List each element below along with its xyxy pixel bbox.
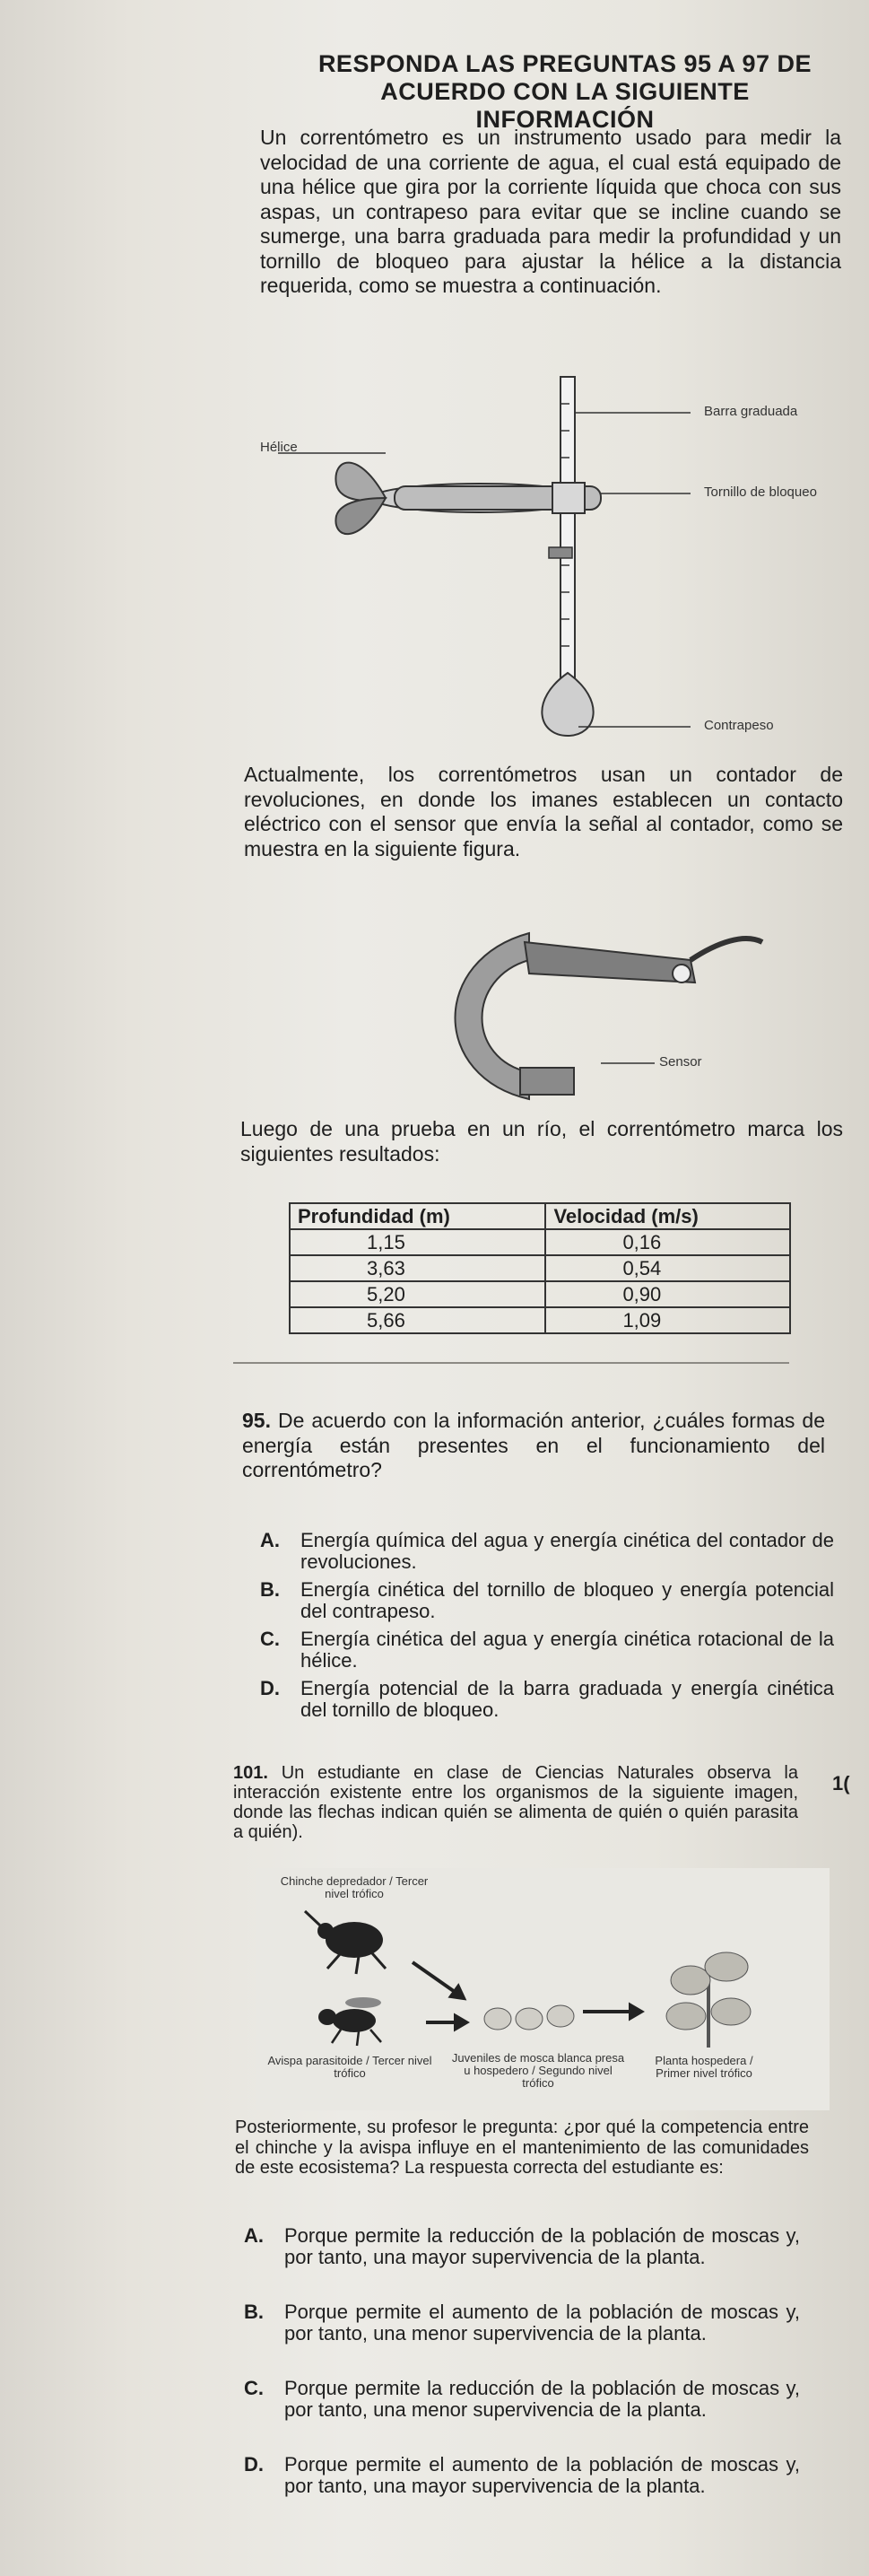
section-divider: [233, 1362, 789, 1364]
counter-paragraph: Actualmente, los correntómetros usan un contador de revoluciones, en donde los imanes establecen un contacto eléctrico con el sensor que envía la señal al contador, como se muestra en la siguiente figura.: [244, 763, 843, 860]
table-cell: 0,90: [545, 1281, 790, 1307]
label-helice: Hélice: [260, 440, 298, 455]
label-tornillo-bloqueo: Tornillo de bloqueo: [704, 485, 817, 500]
option-text: Porque permite el aumento de la población de moscas y, por tanto, una menor supervivencia de la planta.: [284, 2301, 800, 2345]
option-text: Porque permite la reducción de la población de moscas y, por tanto, una menor supervivencia de la planta.: [284, 2377, 800, 2421]
revolution-counter-figure: [395, 906, 789, 1113]
question-101-option-c: [244, 2378, 800, 2421]
table-cell: 1,09: [545, 1307, 790, 1333]
table-row: [290, 1307, 790, 1333]
label-chinche: Chinche depredador / Tercer nivel trófico: [280, 1874, 429, 1900]
current-meter-figure: [251, 368, 861, 754]
option-letter: C.: [244, 2377, 264, 2399]
label-sensor: Sensor: [659, 1054, 702, 1070]
label-juveniles: Juveniles de mosca blanca presa u hospedero / Segundo nivel trófico: [451, 2051, 625, 2090]
table-cell: 0,16: [545, 1229, 790, 1255]
question-101-option-a: [244, 2225, 800, 2268]
label-planta: Planta hospedera / Primer nivel trófico: [655, 2054, 753, 2080]
option-letter: A.: [260, 1529, 280, 1551]
question-101: [233, 1763, 798, 1842]
label-contrapeso: Contrapeso: [704, 718, 774, 733]
table-cell: 5,66: [290, 1307, 545, 1333]
results-table: [289, 1202, 791, 1334]
question-95-text: De acuerdo con la información anterior, ¿cuáles formas de energía están presentes en el funcionamiento del correntómetro?: [242, 1409, 825, 1481]
label-barra-graduada: Barra graduada: [704, 404, 798, 419]
option-text: Energía cinética del agua y energía cinética rotacional de la hélice.: [300, 1628, 834, 1672]
question-95-option-c: [260, 1629, 834, 1672]
question-95-number: 95.: [242, 1409, 271, 1432]
question-101-option-b: [244, 2301, 800, 2345]
results-table-container: [289, 1202, 791, 1334]
table-cell: 1,15: [290, 1229, 545, 1255]
question-101-number: 101.: [233, 1763, 268, 1783]
food-web-figure: [256, 1868, 830, 2110]
question-95-option-a: [260, 1530, 834, 1573]
option-letter: B.: [244, 2301, 264, 2323]
option-text: Energía química del agua y energía cinética del contador de revoluciones.: [300, 1529, 834, 1573]
option-text: Energía cinética del tornillo de bloqueo y energía potencial del contrapeso.: [300, 1578, 834, 1622]
option-text: Porque permite la reducción de la población de moscas y, por tanto, una mayor supervivencia de la planta.: [284, 2224, 800, 2268]
option-text: Porque permite el aumento de la población de moscas y, por tanto, una mayor supervivencia de la planta.: [284, 2453, 800, 2497]
question-101-option-d: [244, 2454, 800, 2497]
table-cell: 0,54: [545, 1255, 790, 1281]
heading-line-2: ACUERDO CON LA SIGUIENTE INFORMACIÓN: [380, 78, 750, 133]
heading-line-1: RESPONDA LAS PREGUNTAS 95 A 97 DE: [317, 50, 813, 77]
table-header-row: [290, 1203, 790, 1229]
label-avispa: Avispa parasitoide / Tercer nivel trófico: [267, 2054, 432, 2080]
option-letter: B.: [260, 1578, 280, 1601]
current-meter-illustration: [251, 368, 861, 754]
header-profundidad: Profundidad (m): [290, 1203, 545, 1229]
table-row: [290, 1229, 790, 1255]
option-letter: D.: [260, 1677, 280, 1699]
option-letter: C.: [260, 1628, 280, 1650]
results-intro-paragraph: Luego de una prueba en un río, el correntómetro marca los siguientes resultados:: [240, 1117, 843, 1166]
option-text: Energía potencial de la barra graduada y energía cinética del tornillo de bloqueo.: [300, 1677, 834, 1721]
option-letter: D.: [244, 2453, 264, 2476]
table-cell: 5,20: [290, 1281, 545, 1307]
revolution-counter-illustration: [395, 906, 789, 1113]
question-95: [242, 1409, 825, 1483]
intro-paragraph: Un correntómetro es un instrumento usado para medir la velocidad de una corriente de agua, el cual está equipado de una hélice que gira por la corriente líquida que choca con sus aspas, un contrapeso para evitar que se incline cuando se sumerge, una barra graduada para medir la profundidad y un tornillo de bloqueo para ajustar la hélice a la distancia requerida, como se muestra a continuación.: [260, 126, 841, 297]
question-95-option-d: [260, 1678, 834, 1721]
question-101-text: Un estudiante en clase de Ciencias Naturales observa la interacción existente entre los organismos de la siguiente imagen, donde las flechas indican quién se alimenta de quién o quién parasita a quién).: [233, 1763, 798, 1842]
table-cell: 3,63: [290, 1255, 545, 1281]
section-heading: [296, 50, 834, 134]
header-velocidad: Velocidad (m/s): [545, 1203, 790, 1229]
table-row: [290, 1255, 790, 1281]
question-101-prompt: Posteriormente, su profesor le pregunta: ¿por qué la competencia entre el chinche y la avispa influye en el mantenimiento de las comunidades de este ecosistema? La respuesta correcta del estudiante es:: [235, 2118, 809, 2178]
question-95-option-b: [260, 1579, 834, 1622]
option-letter: A.: [244, 2224, 264, 2247]
table-row: [290, 1281, 790, 1307]
next-question-number-fragment: 1(: [832, 1772, 850, 1794]
